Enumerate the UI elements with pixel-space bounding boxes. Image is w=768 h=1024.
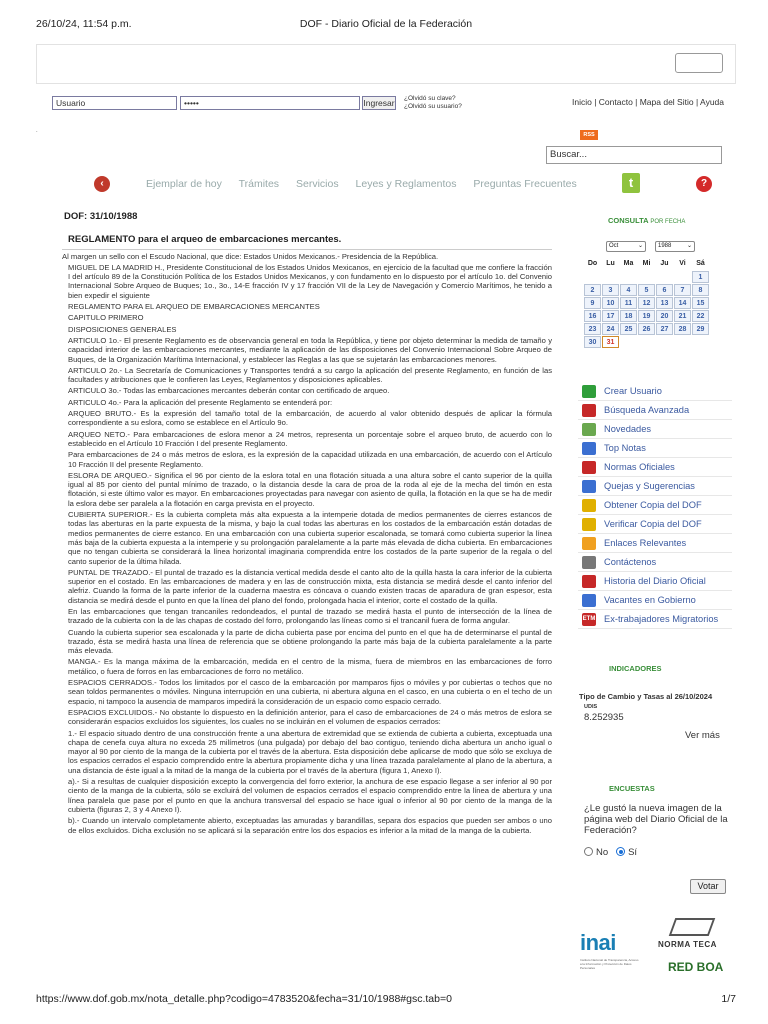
article-paragraph: ARQUEO NETO.- Para embarcaciones de eslora menor a 24 metros, representa un porcentaje sobre el arqueo bruto, de acuerdo con lo establecido en el Artículo 10 Fracción I del presente Reglamento.: [68, 429, 552, 448]
article-paragraph: ESPACIOS CERRADOS.- Todos los limitados por el casco de la embarcación por mamparos fijos o móviles y por cubiertas o techos que no sean toldos permanentes o móviles. Ninguna interrupción en una cubierta, ni abertura alguna en el casco, en una cubierta o en el techo de un espacio, ni tampoco la ausencia de mamparos impedirá la consideración de un espacio como espacio cerrado.: [68, 678, 552, 706]
menu-item[interactable]: [578, 591, 732, 610]
calendar-empty-cell: [602, 271, 619, 283]
print-header: [36, 18, 736, 32]
main-nav: [36, 170, 736, 198]
verify-icon: [582, 518, 596, 531]
star-icon: [582, 537, 596, 550]
year-select[interactable]: [655, 241, 695, 252]
article-paragraph: Para embarcaciones de 24 o más metros de eslora, es la expresión de la capacidad utilizada en una embarcación, de acuerdo con el Artículo 10 Fracción II del presente Reglamento.: [68, 450, 552, 469]
menu-item[interactable]: [578, 572, 732, 591]
forgot-user-link[interactable]: ¿Olvidó su usuario?: [404, 103, 462, 110]
print-page-title: DOF - Diario Oficial de la Federación: [299, 18, 473, 30]
menu-item-label: Búsqueda Avanzada: [604, 405, 690, 415]
poll-radio-yes[interactable]: [616, 847, 625, 856]
login-button[interactable]: Ingresar: [363, 98, 395, 108]
username-field[interactable]: [52, 96, 177, 110]
calendar-heading-sub: POR FECHA: [650, 219, 686, 225]
banner-search-box[interactable]: [675, 53, 723, 73]
article-paragraph: En las embarcaciones que tengan trancaniles redondeados, el puntal de trazado se medirá hasta el punto de intersección de la línea de trazado de la cubierta con la de las chapas de costado del forro, prolongando las líneas como si el trancanil fuera de forma angular.: [68, 606, 552, 626]
search-input[interactable]: Buscar...: [546, 146, 722, 164]
calendar-weekday-row: [584, 258, 710, 271]
calendar-weekday: Vi: [679, 260, 686, 267]
menu-item-label: Quejas y Sugerencias: [604, 481, 695, 491]
calendar-empty-cell: [620, 336, 637, 348]
menu-item-label: Historia del Diario Oficial: [604, 576, 706, 586]
login-bar: [52, 96, 732, 118]
separator-dot: .: [36, 128, 38, 134]
document-icon: [582, 499, 596, 512]
menu-item[interactable]: [578, 496, 732, 515]
nav-items: [146, 178, 591, 190]
calendar-weekday: Mi: [642, 260, 651, 267]
menu-item[interactable]: [578, 553, 732, 572]
calendar-weekday: Ma: [623, 260, 634, 267]
poll-option-yes: Sí: [628, 847, 638, 858]
chevron-down-icon: ⌄: [637, 243, 643, 249]
article-paragraph: ARTICULO 2o.- La Secretaría de Comunicaciones y Transportes tendrá a su cargo la aplicación del presente Reglamento, en función de las facultades y atribuciones que le confieren las Leyes, Reglamentos y disposiciones aplicables.: [68, 365, 552, 385]
calendar-week-row: [584, 284, 710, 297]
year-value: 1988: [658, 243, 672, 249]
calendar-day[interactable]: 12: [638, 297, 655, 309]
calendar-day[interactable]: 26: [638, 323, 655, 335]
article-paragraph: PUNTAL DE TRAZADO.- El puntal de trazado es la distancia vertical medida desde el canto alto de la quilla hasta la cara inferior de la cubierta superior en el costado. En las embarcaciones de madera y en las de construcción mixta, esta distancia se medirá desde el canto inferior del alefriz. Cuando la forma de la parte inferior de la cuaderna maestra es cóncava o cuando existen tracas de aparadura de gran espesor, esta distancia se medirá desde el punto en que la línea del plano del fondo, prolongada hacia el interior, corte el costado de la quilla.: [68, 567, 552, 605]
calendar-week-row: [584, 271, 710, 284]
calendar-empty-cell: [638, 271, 655, 283]
menu-item[interactable]: [578, 420, 732, 439]
calendar-weekday: Lu: [606, 260, 615, 267]
history-icon: [582, 575, 596, 588]
calendar-day[interactable]: 15: [692, 297, 709, 309]
calendar-empty-cell: [656, 271, 673, 283]
calendar-day[interactable]: 9: [584, 297, 601, 309]
calendar-day[interactable]: 5: [638, 284, 655, 296]
news-icon: [582, 423, 596, 436]
calendar-day[interactable]: 2: [584, 284, 601, 296]
calendar-empty-cell: [656, 336, 673, 348]
forgot-password-link[interactable]: ¿Olvidó su clave?: [404, 95, 456, 102]
menu-item[interactable]: [578, 610, 732, 629]
search-icon: [582, 404, 596, 417]
calendar-day[interactable]: 24: [602, 323, 619, 335]
calendar-week-row: [584, 323, 710, 336]
indicators-subtitle: Tipo de Cambio y Tasas al 26/10/2024: [579, 692, 713, 701]
menu-item[interactable]: [578, 477, 732, 496]
article-paragraph: Cuando la cubierta superior sea escalonada y la parte de dicha cubierta pase por encima del punto en el que ha de determinarse el puntal de trazado, ésta se medirá hasta una línea de referencia que se obtiene prolongando la parte más baja de la cubierta paralelamente a la parte más elevada.: [68, 627, 552, 656]
inai-logo-subtitle: Instituto Nacional de Transparencia, Acceso a la Información y Protección de Datos Personales: [580, 958, 639, 970]
calendar-empty-cell: [584, 271, 601, 283]
calendar-empty-cell: [674, 271, 691, 283]
redboa-logo[interactable]: RED BOA: [668, 960, 724, 974]
month-value: Oct: [609, 243, 619, 249]
calendar-day[interactable]: 23: [584, 323, 601, 335]
article-paragraph: ARQUEO BRUTO.- Es la expresión del tamaño total de la embarcación, de acuerdo al valor obtenido después de aplicar la fórmula correspondiente a su eslora, como se establece en el Artículo 9o.: [68, 409, 552, 428]
indicator-name: UDIS: [584, 704, 598, 710]
poll-option-no: No: [596, 847, 609, 858]
help-icon[interactable]: ?: [696, 176, 712, 192]
article-paragraph: REGLAMENTO PARA EL ARQUEO DE EMBARCACIONES MERCANTES: [68, 302, 320, 312]
calendar-day[interactable]: 31: [602, 336, 619, 348]
indicators-more-link[interactable]: Ver más: [685, 730, 720, 741]
print-url: https://www.dof.gob.mx/nota_detalle.php?codigo=4783520&fecha=31/10/1988#gsc.tab=0: [36, 993, 452, 1005]
calendar-heading: [608, 216, 730, 225]
calendar-day[interactable]: 14: [674, 297, 691, 309]
calendar-empty-cell: [692, 336, 709, 348]
calendar-heading-main: CONSULTA: [608, 216, 649, 225]
calendar-day[interactable]: 30: [584, 336, 601, 348]
nav-item-leyes[interactable]: Leyes y Reglamentos: [355, 178, 457, 190]
top-banner: [36, 44, 736, 84]
poll-options: [584, 847, 637, 858]
calendar-day[interactable]: 17: [602, 310, 619, 322]
print-datetime: 26/10/24, 11:54 p.m.: [36, 18, 132, 30]
article-paragraph: DISPOSICIONES GENERALES: [68, 324, 177, 334]
calendar-day[interactable]: 1: [692, 271, 709, 283]
indicator-value: 8.252935: [584, 712, 624, 723]
password-field[interactable]: [180, 96, 360, 110]
calendar-week-row: [584, 310, 710, 323]
calendar-day[interactable]: 29: [692, 323, 709, 335]
normateca-text: NORMA TECA: [658, 940, 717, 949]
article-paragraph: a).- Si a resultas de cualquier disposición excepto la convergencia del forro exterior, la anchura de ese espacio llegase a ser inferior al 90 por ciento de la manga de la cubierta, sólo se excluirá del volumen de espacios cerrados el espacio comprendido entre la línea de abertura y una línea paralela que pase por el punto en que la anchura transversal del espacio se hace igual o inferior al 90 por ciento de la manga de la cubierta (figuras 2, 3 y 4 Anexo I).: [68, 777, 552, 814]
inai-logo[interactable]: inai: [580, 930, 616, 955]
rss-icon[interactable]: RSS: [580, 130, 598, 140]
menu-item[interactable]: [578, 439, 732, 458]
calendar-day[interactable]: 8: [692, 284, 709, 296]
forgot-links: [404, 95, 462, 111]
indicators-title: INDICADORES: [609, 664, 662, 673]
menu-item-label: Contáctenos: [604, 557, 657, 567]
article-paragraph: MIGUEL DE LA MADRID H., Presidente Constitucional de los Estados Unidos Mexicanos, en ejercicio de la facultad que me confiere la fracción I del artículo 89 de la Constitución Política de los Estados Unidos Mexicanos, y con fundamento en lo dispuesto por el artículo 1o. del Convenio Internacional Sobre Arqueo de Buques; 1o., 3o., 14-E fracción IV y 17 fracción VII de la Ley de Navegación y Comercio Marítimos, he tenido a bien expedir el siguiente: [68, 262, 552, 300]
contact-icon: [582, 556, 596, 569]
menu-item-label: Crear Usuario: [604, 386, 662, 396]
calendar-day[interactable]: 3: [602, 284, 619, 296]
books-icon: [669, 918, 716, 936]
article-paragraph: ARTICULO 1o.- El presente Reglamento es de observancia general en toda la República, y tiene por objeto determinar la medida de tamaño y capacidad interior de las embarcaciones mercantes, mediante la aplicación de las disposiciones del Convenio Internacional Sobre Arqueo de Buques, de la Organización Marítima Internacional, y establecer las Reglas a las que se sujetarán las embarcaciones menores.: [68, 335, 552, 364]
print-footer: [36, 993, 736, 1007]
user-add-icon: [582, 385, 596, 398]
month-select[interactable]: [606, 241, 646, 252]
calendar-day[interactable]: 6: [656, 284, 673, 296]
menu-item-label: Vacantes en Gobierno: [604, 595, 696, 605]
calendar-day[interactable]: 28: [674, 323, 691, 335]
calendar-weekday: Do: [587, 260, 598, 267]
article-paragraph: ARTICULO 3o.- Todas las embarcaciones mercantes deberán contar con certificado de arqueo.: [68, 386, 390, 396]
poll-title: ENCUESTAS: [609, 784, 655, 793]
calendar-day[interactable]: 7: [674, 284, 691, 296]
calendar-day[interactable]: 16: [584, 310, 601, 322]
menu-item-label: Verificar Copia del DOF: [604, 519, 702, 529]
calendar-selects: [606, 240, 704, 252]
calendar-week-row: [584, 336, 710, 349]
calendar-day[interactable]: 27: [656, 323, 673, 335]
calendar-week-row: [584, 297, 710, 310]
calendar-day[interactable]: 13: [656, 297, 673, 309]
article-content: [62, 212, 552, 992]
menu-item-label: Obtener Copia del DOF: [604, 500, 702, 510]
article-paragraph: 1.- El espacio situado dentro de una construcción frente a una abertura de extremidad que se extienda de cubierta a cubierta, exceptuada una chapa de cenefa cuya altura no exceda 25 milímetros (una pulgada) por debajo del bao contiguo, teniendo dicha abertura un ancho igual o mayor al 90 por ciento de la manga de la cubierta por el través de la abertura. Esta disposición debe aplicarse de modo que sólo se excluya de los espacios cerrados el espacio comprendido entre la abertura propiamente dicha y una línea trazada paralelamente al plano de la abertura, a una distancia de éste igual a la mitad de la manga de la cubierta por el través de la abertura (figura 1, Anexo I).: [68, 728, 552, 775]
top-links[interactable]: Inicio | Contacto | Mapa del Sitio | Ayuda: [572, 97, 724, 107]
calendar-day[interactable]: 18: [620, 310, 637, 322]
calendar-empty-cell: [620, 271, 637, 283]
calendar-day[interactable]: 4: [620, 284, 637, 296]
nav-item-tramites[interactable]: Trámites: [238, 178, 280, 190]
calendar-day[interactable]: 19: [638, 310, 655, 322]
article-paragraph: Al margen un sello con el Escudo Nacional, que dice: Estados Unidos Mexicanos.- Presidencia de la República.: [62, 251, 439, 261]
calendar-empty-cell: [674, 336, 691, 348]
menu-item-label: Novedades: [604, 424, 652, 434]
menu-item[interactable]: [578, 515, 732, 534]
mail-icon: [582, 480, 596, 493]
article-paragraph: ESLORA DE ARQUEO.- Significa el 96 por ciento de la eslora total en una flotación situada a una altura sobre el canto superior de la quilla igual al 85 por ciento del puntal mínimo de trazado, o la distancia desde la cara de proa de la roda al eje de la mecha del timón en esta flotación, si este último valor es mayor. En embarcaciones proyectadas para navegar con asiento de quilla, la flotación en la que se ha de medir la eslora debe ser paralela a la flotación en carga prevista en el proyecto.: [68, 470, 552, 508]
article-paragraph: CAPITULO PRIMERO: [68, 313, 144, 323]
menu-item-label: Top Notas: [604, 443, 646, 453]
nom-icon: [582, 461, 596, 474]
article-paragraph: CUBIERTA SUPERIOR.- Es la cubierta completa más alta expuesta a la intemperie dotada de medios permanentes de cierres estancos de todas las aberturas en la parte expuesta de la misma, y bajo la cual todas las aberturas en los costados de la embarcación están dotadas de medios permanentes de cierre estanco. En una embarcación con una cubierta superior escalonada, se tomará como cubierta superior la línea más baja de la cubierta expuesta a la intemperie y su prolongación paralelamente a la parte más elevada de dicha cubierta. En embarcaciones que no tengan cubierta se considerará la línea horizontal imaginaria comprendida entre los costados de la parte superior de la regala o del canto superior de la última hilada.: [68, 510, 552, 566]
menu-item-label: Enlaces Relevantes: [604, 538, 687, 548]
partner-logos: [576, 916, 736, 988]
calendar-day[interactable]: 21: [674, 310, 691, 322]
calendar-weekday: Sá: [696, 260, 705, 267]
vote-button[interactable]: Votar: [690, 879, 726, 894]
menu-item[interactable]: [578, 401, 732, 420]
menu-item-label: Ex-trabajadores Migratorios: [604, 614, 719, 624]
calendar-day[interactable]: 22: [692, 310, 709, 322]
back-arrow-icon[interactable]: ‹: [94, 176, 110, 192]
document-title: REGLAMENTO para el arqueo de embarcaciones mercantes.: [68, 234, 342, 246]
normateca-logo[interactable]: [658, 918, 732, 958]
menu-item-label: Normas Oficiales: [604, 462, 675, 472]
nav-item-ejemplar[interactable]: Ejemplar de hoy: [146, 178, 222, 190]
twitter-icon[interactable]: t: [622, 173, 640, 193]
calendar-day[interactable]: 11: [620, 297, 637, 309]
nav-item-preguntas[interactable]: Preguntas Frecuentes: [473, 178, 577, 190]
etm-icon: ETM: [582, 613, 596, 626]
print-page-number: 1/7: [721, 993, 736, 1005]
menu-item[interactable]: [578, 382, 732, 401]
calendar-empty-cell: [638, 336, 655, 348]
calendar-widget: [580, 216, 730, 346]
calendar-weekday: Ju: [660, 260, 669, 267]
calendar-day[interactable]: 20: [656, 310, 673, 322]
article-paragraph: ESPACIOS EXCLUIDOS.- No obstante lo dispuesto en la definición anterior, para el caso de embarcaciones de 24 o más metros de eslora se considerarán espacios excluidos los siguientes, los cuales no se incluirán en el volumen de espacios cerrados:: [68, 707, 552, 727]
chevron-down-icon: ⌄: [686, 243, 692, 249]
article-paragraph: ARTICULO 4o.- Para la aplicación del presente Reglamento se entenderá por:: [68, 397, 333, 407]
top-icon: [582, 442, 596, 455]
poll-radio-no[interactable]: [584, 847, 593, 856]
calendar-day[interactable]: 25: [620, 323, 637, 335]
dof-date: DOF: 31/10/1988: [64, 212, 138, 222]
poll-question: ¿Le gustó la nueva imagen de la página web del Diario Oficial de la Federación?: [584, 803, 728, 836]
calendar-day[interactable]: 10: [602, 297, 619, 309]
calendar-grid: [584, 258, 710, 349]
article-paragraph: MANGA.- Es la manga máxima de la embarcación, medida en el centro de la misma, fuera de miembros en las embarcaciones de forro metálico, o fuera de forros en las embarcaciones de forro no metálico.: [68, 657, 552, 676]
nav-item-servicios[interactable]: Servicios: [295, 178, 339, 190]
jobs-icon: [582, 594, 596, 607]
article-paragraph: b).- Cuando un intervalo completamente abierto, exceptuadas las amuradas y barandillas, separa dos espacios que pueden ser ambos o uno de ellos excluidos. Dicha exclusión no se aplicará si la separación entre los dos espacios es inferior a la mitad de la manga de la cubierta.: [68, 816, 552, 835]
services-menu: [578, 382, 732, 629]
title-divider: [62, 249, 552, 250]
menu-item[interactable]: [578, 534, 732, 553]
menu-item[interactable]: [578, 458, 732, 477]
article-body: [62, 252, 552, 835]
